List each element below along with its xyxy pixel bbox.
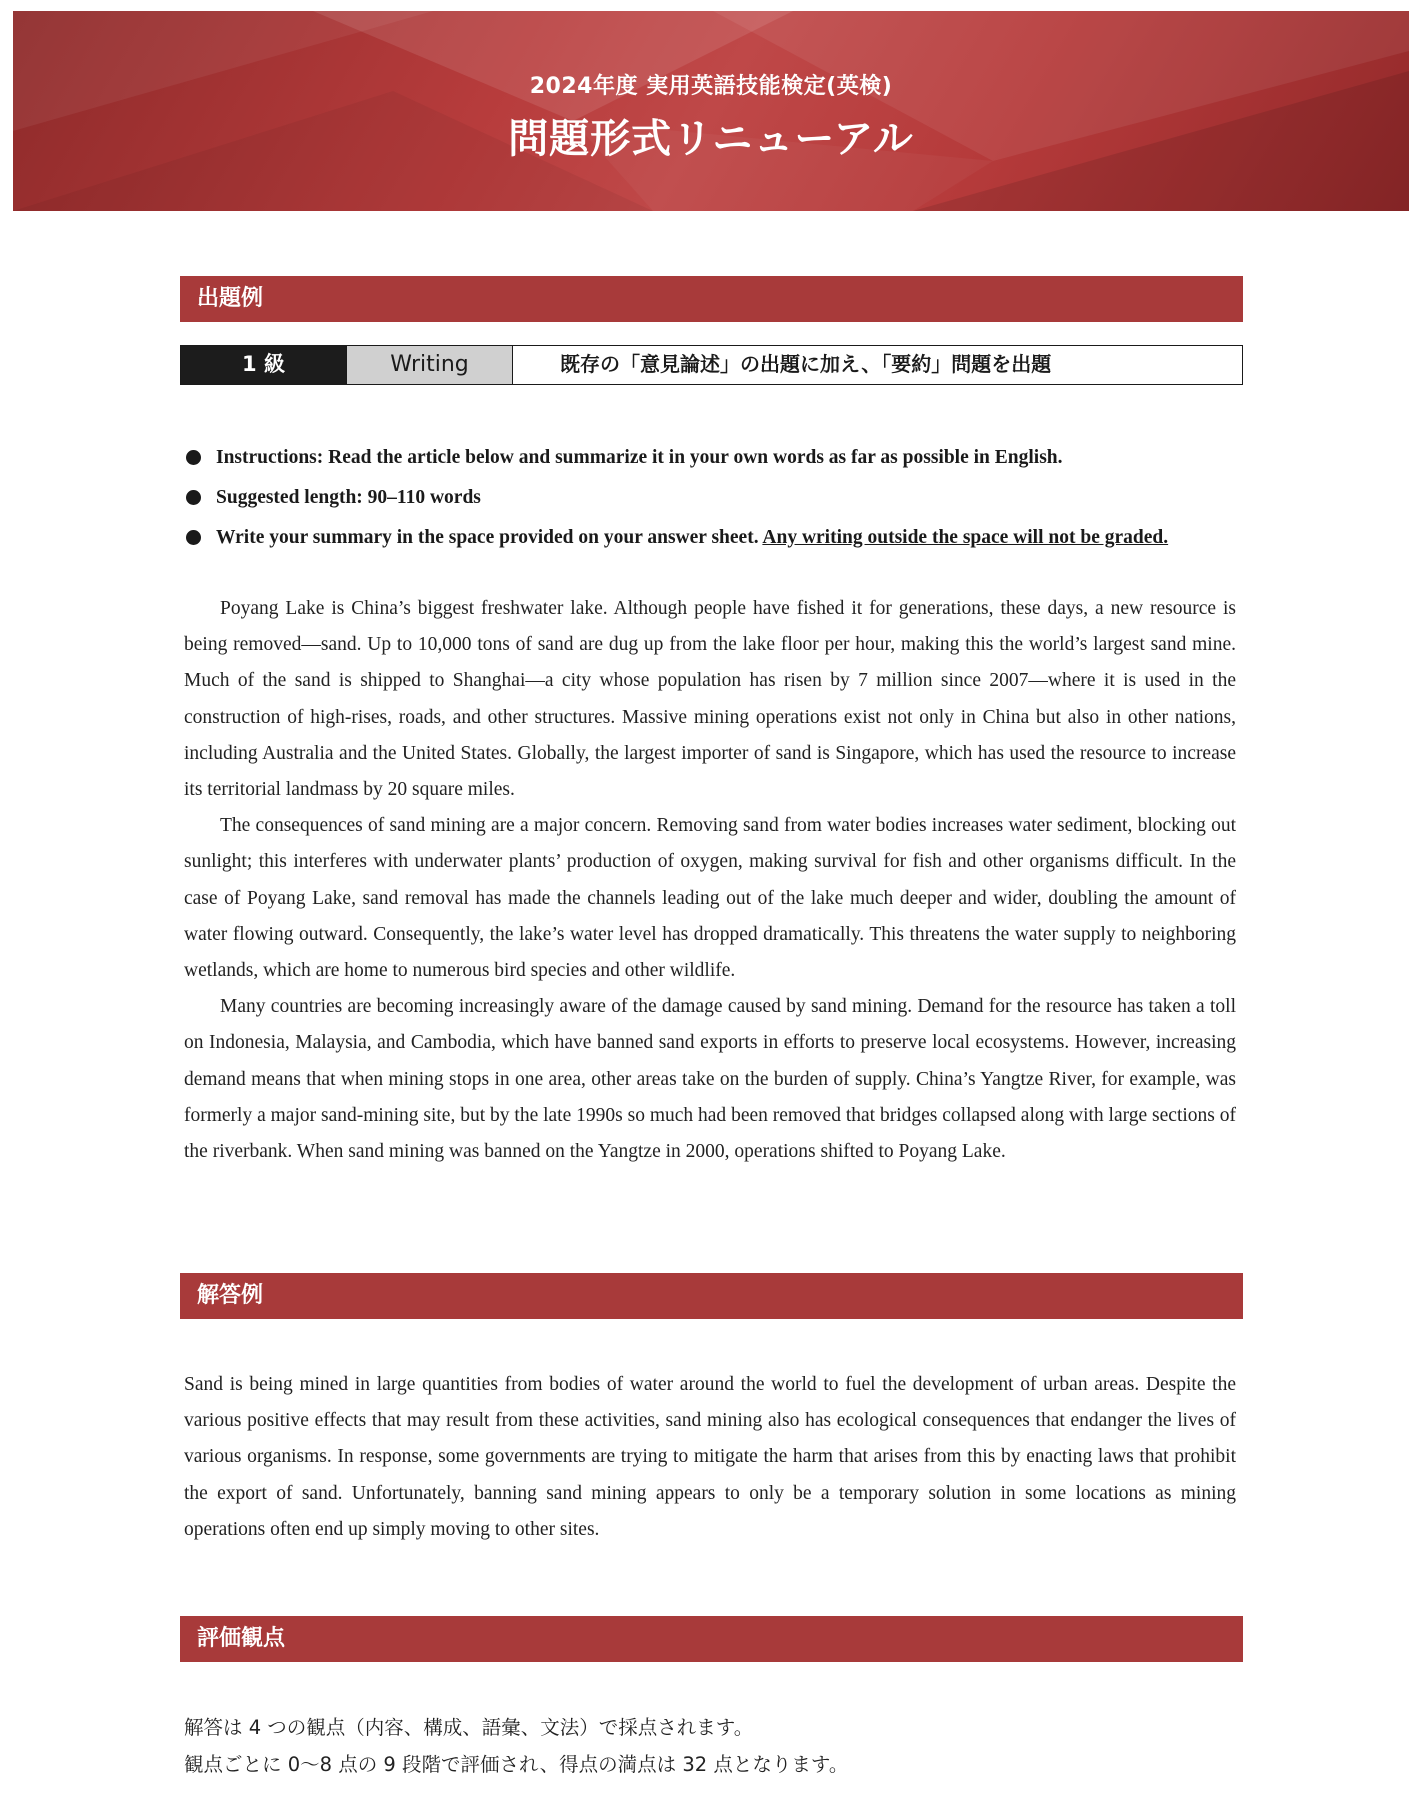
article-paragraph: Many countries are becoming increasingly aware of the damage caused by sand mining. Demand for the resource has taken a toll on Indonesia, Malaysia, and Cambodia, which have banned sand exports in efforts to preserve local ecosystems. However, increasing demand means that when mining stops in one area, other areas take on the burden of supply. China’s Yangtze River, for example, was formerly a major sand-mining site, but by the late 1990s so much had been removed that bridges collapsed along with large sections of the riverbank. When sand mining was banned on the Yangtze in 2000, operations shifted to Poyang Lake. (184, 996, 1236, 1163)
instruction-text: Write your summary in the space provided on your answer sheet. (216, 527, 763, 548)
bullet-icon (186, 530, 201, 545)
grade-label: 1 級 (181, 346, 346, 384)
instructions-list (186, 444, 1246, 564)
section-header-evaluation: 評価観点 (180, 1616, 1243, 1662)
format-description: 既存の「意見論述」の出題に加え、「要約」問題を出題 (560, 352, 1052, 376)
criteria-line: 観点ごとに 0〜8 点の 9 段階で評価され、得点の満点は 32 点となります。 (184, 1753, 849, 1776)
section-header-example: 出題例 (180, 276, 1243, 322)
instruction-item (186, 524, 1246, 564)
instruction-text: Suggested length: 90–110 words (216, 487, 481, 508)
answer-example (184, 1367, 1236, 1548)
section-header-answer: 解答例 (180, 1273, 1243, 1319)
bullet-icon (186, 450, 201, 465)
instruction-underlined-text: Any writing outside the space will not be graded. (762, 527, 1169, 548)
banner-subtitle: 2024年度 実用英語技能検定(英検) (529, 74, 893, 99)
banner-title: 問題形式リニューアル (508, 116, 914, 162)
answer-paragraph: Sand is being mined in large quantities from bodies of water around the world to fuel the development of urban areas. Despite the various positive effects that may result from these activities, sand mining also has ecological consequences that endanger the lives of various organisms. In response, some governments are trying to mitigate the harm that arises from this by enacting laws that prohibit the export of sand. Unfortunately, banning sand mining appears to only be a temporary solution in some locations as mining operations often end up simply moving to other sites. (184, 1374, 1236, 1540)
article-paragraph: Poyang Lake is China’s biggest freshwater lake. Although people have fished it for generations, these days, a new resource is being removed—sand. Up to 10,000 tons of sand are dug up from the lake floor per hour, making this the world’s largest sand mine. Much of the sand is shipped to Shanghai—a city whose population has risen by 7 million since 2007—where it is used in the construction of high-rises, roads, and other structures. Massive mining operations exist not only in China but also in other nations, including Australia and the United States. Globally, the largest importer of sand is Singapore, which has used the resource to increase its territorial landmass by 20 square miles. (184, 598, 1236, 801)
article-paragraph: The consequences of sand mining are a major concern. Removing sand from water bodies increases water sediment, blocking out sunlight; this interferes with underwater plants’ production of oxygen, making survival for fish and other organisms difficult. In the case of Poyang Lake, sand removal has made the channels leading out of the lake much deeper and wider, doubling the amount of water flowing outward. Consequently, the lake’s water level has dropped dramatically. This threatens the water supply to neighboring wetlands, which are home to numerous bird species and other wildlife. (184, 815, 1236, 982)
instruction-text: Instructions: Read the article below and summarize it in your own words as far as possible in English. (216, 447, 1063, 468)
instruction-item (186, 444, 1246, 484)
article-body (184, 591, 1236, 1170)
criteria-line: 解答は 4 つの観点（内容、構成、語彙、文法）で採点されます。 (184, 1716, 754, 1739)
evaluation-criteria (184, 1709, 1236, 1783)
header-banner (13, 11, 1409, 211)
instruction-item (186, 484, 1246, 524)
bullet-icon (186, 490, 201, 505)
skill-label: Writing (346, 346, 513, 384)
level-skill-bar (180, 345, 1243, 385)
